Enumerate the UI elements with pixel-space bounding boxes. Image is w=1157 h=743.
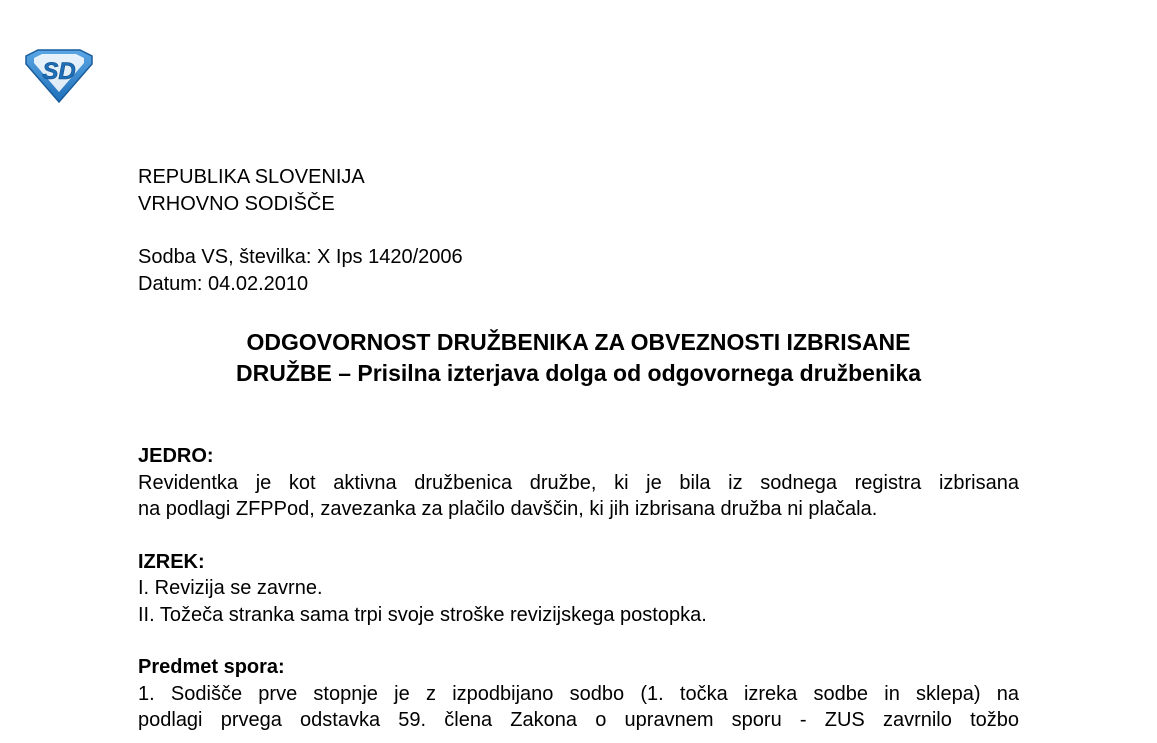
shield-logo-icon bbox=[22, 48, 96, 104]
predmet-line-1: 1. Sodišče prve stopnje je z izpodbijano sodbo (1. točka izreka sodbe in sklepa) na bbox=[138, 682, 1019, 705]
logo-text: SD bbox=[42, 58, 76, 85]
document-title bbox=[138, 327, 1019, 389]
section-heading-predmet-spora: Predmet spora: bbox=[138, 656, 285, 678]
section-heading-izrek: IZREK: bbox=[138, 550, 205, 573]
title-line-1: ODGOVORNOST DRUŽBENIKA ZA OBVEZNOSTI IZBRISANE bbox=[246, 329, 911, 355]
court-logo bbox=[22, 48, 96, 104]
jedro-line-1: Revidentka je kot aktivna družbenica družbe, ki je bila iz sodnega registra izbrisana bbox=[138, 471, 1019, 494]
case-date: Datum: 04.02.2010 bbox=[138, 272, 309, 295]
izrek-item-1: I. Revizija se zavrne. bbox=[138, 577, 323, 599]
section-predmet-spora bbox=[138, 654, 1019, 734]
section-jedro bbox=[138, 443, 1019, 523]
section-izrek bbox=[138, 549, 1019, 629]
predmet-line-2: podlagi prvega odstavka 59. člena Zakona o upravnem sporu - ZUS zavrnilo tožbo bbox=[138, 709, 1019, 731]
case-number: Sodba VS, številka: X Ips 1420/2006 bbox=[138, 246, 463, 268]
title-line-2: DRUŽBE – Prisilna izterjava dolga od odgovornega družbenika bbox=[235, 360, 921, 386]
court-name: VRHOVNO SODIŠČE bbox=[138, 192, 335, 215]
section-heading-jedro: JEDRO: bbox=[138, 445, 214, 467]
document-body bbox=[138, 164, 1019, 734]
izrek-item-2: II. Tožeča stranka sama trpi svoje stroške revizijskega postopka. bbox=[138, 603, 707, 626]
jedro-line-2: na podlagi ZFPPod, zavezanka za plačilo davščin, ki jih izbrisana družba ni plačala. bbox=[138, 498, 878, 520]
country-name: REPUBLIKA SLOVENIJA bbox=[138, 166, 365, 188]
